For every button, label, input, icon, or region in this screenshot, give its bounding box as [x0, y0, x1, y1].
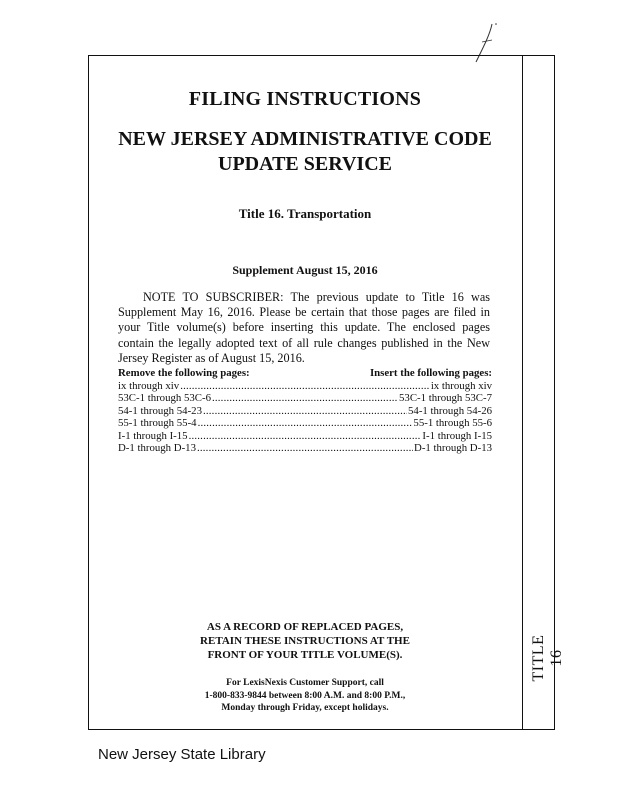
code-title [88, 127, 522, 177]
support-line-2: 1-800-833-9844 between 8:00 A.M. and 8:00 P.M., [204, 690, 406, 701]
remove-pages: ix through xiv [118, 379, 180, 392]
table-row [118, 380, 492, 393]
code-title-line-1: NEW JERSEY ADMINISTRATIVE CODE [118, 128, 492, 150]
support-line-1: For LexisNexis Customer Support, call [226, 678, 384, 688]
table-header [118, 367, 492, 380]
insert-pages: 54-1 through 54-26 [408, 404, 492, 417]
library-footer: New Jersey State Library [98, 746, 266, 763]
table-row [118, 417, 492, 430]
subscriber-note [118, 290, 490, 366]
page-title: FILING INSTRUCTIONS [188, 88, 422, 110]
table-row [118, 442, 492, 455]
record-instructions [88, 620, 522, 662]
remove-column-header: Remove the following pages: [118, 367, 250, 379]
record-line-3: FRONT OF YOUR TITLE VOLUME(S). [207, 649, 403, 661]
insert-pages: 53C-1 through 53C-7 [399, 392, 492, 404]
supplement-date: Supplement August 15, 2016 [232, 263, 378, 277]
insert-pages: ix through xiv [430, 379, 492, 392]
remove-pages: D-1 through D-13 [118, 442, 196, 454]
subscriber-note-text: NOTE TO SUBSCRIBER: The previous update to Title 16 was Supplement May 16, 2016. Please be certain that those pages are filed in your Title volume(s) before inserting this update. The enclosed pages contain the legally adopted text of all rule changes published in the New Jersey Register as of August 15, 2016. [118, 290, 490, 365]
insert-column-header: Insert the following pages: [369, 367, 492, 379]
table-row [118, 392, 492, 405]
remove-pages: 55-1 through 55-4 [118, 417, 197, 429]
remove-pages: 53C-1 through 53C-6 [118, 392, 211, 404]
title-name: Title 16. Transportation [238, 206, 372, 221]
insert-pages: D-1 through D-13 [414, 442, 492, 454]
insert-pages: I-1 through I-15 [422, 429, 492, 442]
table-row [118, 430, 492, 443]
customer-support [88, 677, 522, 715]
remove-pages: 54-1 through 54-23 [118, 404, 202, 417]
table-row [118, 405, 492, 418]
insert-pages: 55-1 through 55-6 [413, 417, 492, 429]
remove-pages: I-1 through I-15 [118, 429, 188, 442]
record-line-1: AS A RECORD OF REPLACED PAGES, [206, 621, 404, 633]
record-line-2: RETAIN THESE INSTRUCTIONS AT THE [200, 635, 410, 647]
support-line-3: Monday through Friday, except holidays. [221, 703, 389, 713]
code-title-line-2: UPDATE SERVICE [218, 153, 392, 175]
side-tab-label: TITLE 16 [530, 634, 565, 682]
side-tab-divider [522, 55, 523, 730]
page-replacement-table [118, 367, 492, 455]
